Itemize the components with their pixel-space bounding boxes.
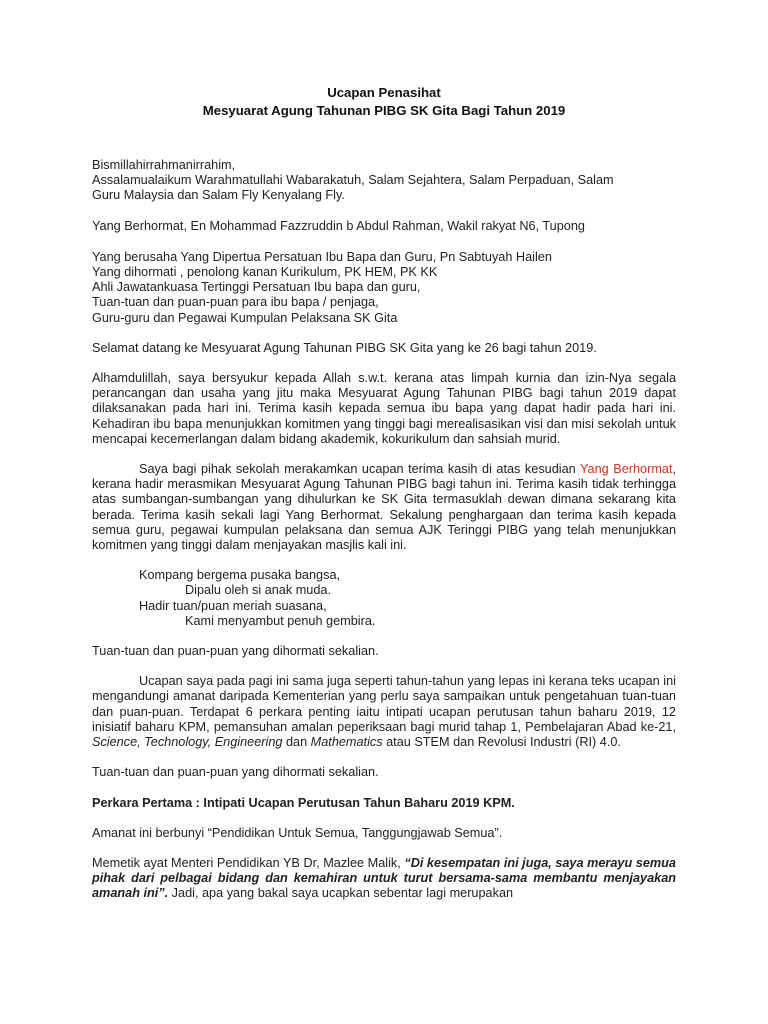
alhamdulillah-paragraph: Alhamdulillah, saya bersyukur kepada Allah s.w.t. kerana atas limpah kurnia dan izin-Nya segala perancangan dan usaha yang jitu maka Mesyuarat Agung Tahunan PIBG bagi tahun 2019 dapat dilaksanakan pada hari ini. Terima kasih kepada semua ibu bapa yang dapat hadir pada hari ini. Kehadiran ibu bapa menunjukkan komitmen yang tinggi bagi merealisasikan visi dan misi sekolah untuk mencapai kecemerlangan dalam bidang akademik, kokurikulum dan sahsiah murid.: [92, 371, 676, 446]
yang-berhormat-highlight: Yang Berhormat: [580, 462, 673, 477]
verse-line-4: Kami menyambut penuh gembira.: [185, 613, 376, 628]
thanks-text-after: , kerana hadir merasmikan Mesyuarat Agung Tahunan PIBG bagi tahun ini. Terima kasih tidak terhingga atas sumbangan-sumbangan yang dihulurkan ke SK Gita termasuklah dewan dimana sekarang kita berada. Terima kasih sekali lagi Yang Berhormat. Sekalung penghargaan dan terima kasih kepada semua guru, pegawai kumpulan pelaksana dan semua AJK Teringgi PIBG yang telah menunjukkan komitmen yang tinggi dalam menjayakan masjlis kali ini.: [92, 462, 676, 553]
document-title: [92, 84, 676, 120]
title-line-2: Mesyuarat Agung Tahunan PIBG SK Gita Bagi Tahun 2019: [202, 103, 566, 118]
document-page: [92, 84, 676, 902]
address-line-1: Tuan-tuan dan puan-puan yang dihormati sekalian.: [92, 644, 379, 659]
thanks-text-before: Saya bagi pihak sekolah merakamkan ucapan terima kasih di atas kesudian: [139, 462, 581, 477]
greeting-line: Bismillahirrahmanirrahim,: [92, 158, 236, 172]
speech-end: atau STEM dan Revolusi Industri (RI) 4.0.: [382, 735, 621, 750]
greeting-line: Assalamualaikum Warahmatullahi Wabarakatuh, Salam Sejahtera, Salam Perpaduan, Salam: [92, 173, 614, 188]
verse-line-1: Kompang bergema pusaka bangsa,: [139, 568, 341, 583]
honorific-line: Guru-guru dan Pegawai Kumpulan Pelaksana SK Gita: [92, 310, 398, 325]
welcome-line: Selamat datang ke Mesyuarat Agung Tahunan PIBG SK Gita yang ke 26 bagi tahun 2019.: [92, 340, 597, 355]
honorifics-block: [92, 250, 676, 326]
verse-line-3: Hadir tuan/puan meriah suasana,: [139, 598, 327, 613]
greeting-line: Guru Malaysia dan Salam Fly Kenyalang Fly.: [92, 188, 345, 203]
speech-paragraph: [92, 674, 676, 750]
section-heading-1: Perkara Pertama : Intipati Ucapan Perutusan Tahun Baharu 2019 KPM.: [92, 795, 515, 810]
quote-text-after: Jadi, apa yang bakal saya ucapkan sebentar lagi merupakan: [168, 886, 514, 901]
greeting-block: [92, 158, 676, 204]
address-line-2: Tuan-tuan dan puan-puan yang dihormati sekalian.: [92, 765, 379, 780]
title-line-1: Ucapan Penasihat: [327, 85, 441, 100]
quote-text-before: Memetik ayat Menteri Pendidikan YB Dr, Mazlee Malik,: [92, 855, 405, 870]
speech-italic-2: Mathematics: [310, 735, 383, 750]
honorific-line: Tuan-tuan dan puan-puan para ibu bapa / penjaga,: [92, 295, 379, 310]
speech-italic-1: Science, Technology, Engineering: [92, 735, 283, 750]
pantun-verse: [139, 568, 676, 629]
honorific-line: Ahli Jawatankuasa Tertinggi Persatuan Ibu bapa dan guru,: [92, 280, 421, 295]
quote-paragraph: [92, 856, 676, 902]
yb-salutation: Yang Berhormat, En Mohammad Fazzruddin b Abdul Rahman, Wakil rakyat N6, Tupong: [92, 218, 585, 233]
speech-text: Ucapan saya pada pagi ini sama juga seperti tahun-tahun yang lepas ini kerana teks ucapan ini mengandungi amanat daripada Kementerian yang perlu saya sampaikan untuk pengetahuan tuan-tuan dan puan-puan. Terdapat 6 perkara penting iaitu intipati ucapan perutusan tahun baharu 2019, 12 inisiatif baharu KPM, pemansuhan amalan peperiksaan bagi murid tahap 1, Pembelajaran Abad ke-21,: [92, 674, 676, 734]
amanat-line: Amanat ini berbunyi “Pendidikan Untuk Semua, Tanggungjawab Semua”.: [92, 825, 503, 840]
honorific-line: Yang dihormati , penolong kanan Kurikulum, PK HEM, PK KK: [92, 265, 438, 280]
minister-quote: “Di kesempatan ini juga, saya merayu semua pihak dari pelbagai bidang dan kemahiran untuk turut bersama-sama membantu menjayakan amanah ini”.: [92, 855, 676, 901]
thanks-paragraph: [92, 462, 676, 553]
verse-line-2: Dipalu oleh si anak muda.: [185, 583, 331, 598]
honorific-line: Yang berusaha Yang Dipertua Persatuan Ibu Bapa dan Guru, Pn Sabtuyah Hailen: [92, 249, 552, 264]
speech-mid: dan: [282, 735, 311, 750]
